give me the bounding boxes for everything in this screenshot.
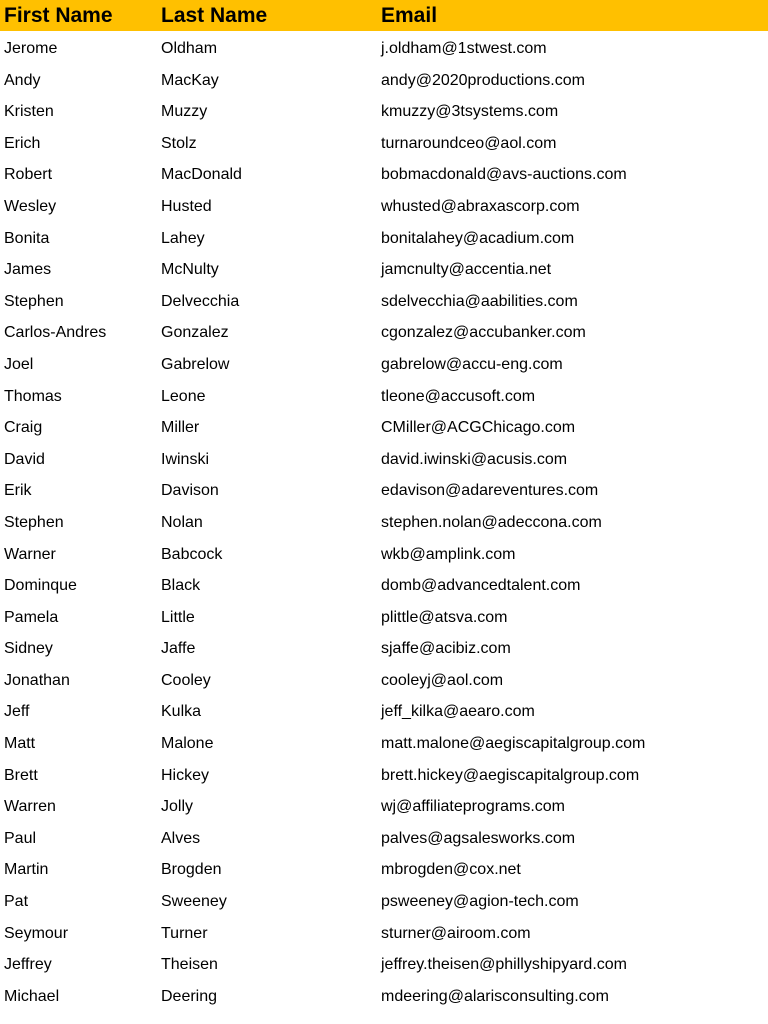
first-name-cell: Carlos-Andres xyxy=(4,324,107,342)
first-name-cell: David xyxy=(4,450,45,468)
table-row xyxy=(0,760,768,792)
last-name-cell: Sweeney xyxy=(161,893,227,911)
header-row xyxy=(0,0,768,31)
last-name-cell: Black xyxy=(161,577,201,595)
first-name-cell: Seymour xyxy=(4,924,69,942)
email-cell: palves@agsalesworks.com xyxy=(381,829,576,847)
first-name-cell: Thomas xyxy=(4,387,62,405)
last-name-cell: McNulty xyxy=(161,261,219,279)
table-row xyxy=(0,918,768,950)
first-name-cell: Stephen xyxy=(4,292,64,310)
first-name-cell: Warren xyxy=(4,798,56,816)
email-cell: whusted@abraxascorp.com xyxy=(381,197,580,215)
last-name-cell: Alves xyxy=(161,829,201,847)
email-cell: andy@2020productions.com xyxy=(381,71,585,89)
table-row xyxy=(0,854,768,886)
table-row xyxy=(0,475,768,507)
first-name-cell: Martin xyxy=(4,861,49,879)
last-name-cell: Husted xyxy=(161,197,212,215)
last-name-cell: Babcock xyxy=(161,545,223,563)
last-name-cell: Cooley xyxy=(161,671,211,689)
email-cell: kmuzzy@3tsystems.com xyxy=(381,103,559,121)
table-row xyxy=(0,381,768,413)
header-last-name: Last Name xyxy=(161,4,268,27)
last-name-cell: Davison xyxy=(161,482,219,500)
table-row xyxy=(0,286,768,318)
last-name-cell: MacDonald xyxy=(161,166,242,184)
table-row xyxy=(0,128,768,160)
first-name-cell: Erich xyxy=(4,134,41,152)
last-name-cell: Nolan xyxy=(161,513,203,531)
first-name-cell: Michael xyxy=(4,987,60,1005)
header-first-name: First Name xyxy=(4,4,113,27)
first-name-cell: Joel xyxy=(4,355,34,373)
table-row xyxy=(0,349,768,381)
first-name-cell: Pamela xyxy=(4,608,59,626)
table-row xyxy=(0,223,768,255)
first-name-cell: Sidney xyxy=(4,640,53,658)
first-name-cell: Jonathan xyxy=(4,671,70,689)
email-cell: j.oldham@1stwest.com xyxy=(381,40,547,57)
first-name-cell: Brett xyxy=(4,766,38,784)
first-name-cell: Pat xyxy=(4,893,29,911)
table-row xyxy=(0,254,768,286)
last-name-cell: Hickey xyxy=(161,766,210,784)
last-name-cell: Gabrelow xyxy=(161,355,230,373)
email-cell: mbrogden@cox.net xyxy=(381,861,521,879)
email-cell: jeffrey.theisen@phillyshipyard.com xyxy=(381,956,627,974)
table-row xyxy=(0,602,768,634)
email-cell: stephen.nolan@adeccona.com xyxy=(381,513,602,531)
email-cell: brett.hickey@aegiscapitalgroup.com xyxy=(381,766,640,784)
table-row xyxy=(0,823,768,855)
first-name-cell: Jeffrey xyxy=(4,956,52,974)
last-name-cell: Jaffe xyxy=(161,640,196,658)
first-name-cell: Paul xyxy=(4,829,37,847)
last-name-cell: Lahey xyxy=(161,229,205,247)
last-name-cell: Brogden xyxy=(161,861,222,879)
email-cell: gabrelow@accu-eng.com xyxy=(381,355,563,373)
table-row xyxy=(0,539,768,571)
first-name-cell: Stephen xyxy=(4,513,64,531)
first-name-cell: Robert xyxy=(4,166,53,184)
table-row xyxy=(0,696,768,728)
email-cell: jeff_kilka@aearo.com xyxy=(381,703,535,721)
email-cell: sdelvecchia@aabilities.com xyxy=(381,292,578,310)
table-row xyxy=(0,981,768,1013)
last-name-cell: Kulka xyxy=(161,703,202,721)
first-name-cell: Erik xyxy=(4,482,32,500)
email-cell: wj@affiliateprograms.com xyxy=(381,798,566,816)
first-name-cell: Kristen xyxy=(4,103,54,121)
last-name-cell: Gonzalez xyxy=(161,324,229,342)
table-row xyxy=(0,65,768,97)
table-row xyxy=(0,570,768,602)
last-name-cell: Malone xyxy=(161,735,214,753)
table-row xyxy=(0,633,768,665)
first-name-cell: Wesley xyxy=(4,197,57,215)
email-cell: edavison@adareventures.com xyxy=(381,482,599,500)
table-row xyxy=(0,949,768,981)
first-name-cell: Dominque xyxy=(4,577,77,595)
last-name-cell: MacKay xyxy=(161,71,219,89)
email-cell: david.iwinski@acusis.com xyxy=(381,450,568,468)
first-name-cell: Jerome xyxy=(4,40,58,57)
email-cell: matt.malone@aegiscapitalgroup.com xyxy=(381,735,646,753)
last-name-cell: Stolz xyxy=(161,134,197,152)
table-row xyxy=(0,444,768,476)
email-cell: cgonzalez@accubanker.com xyxy=(381,324,586,342)
first-name-cell: Bonita xyxy=(4,229,50,247)
table-row xyxy=(0,96,768,128)
last-name-cell: Jolly xyxy=(161,798,194,816)
first-name-cell: Jeff xyxy=(4,703,30,721)
table-row xyxy=(0,886,768,918)
table-row xyxy=(0,728,768,760)
contact-rows xyxy=(0,33,768,1012)
last-name-cell: Delvecchia xyxy=(161,292,240,310)
first-name-cell: James xyxy=(4,261,52,279)
email-cell: turnaroundceo@aol.com xyxy=(381,134,557,152)
first-name-cell: Matt xyxy=(4,735,36,753)
email-cell: jamcnulty@accentia.net xyxy=(381,261,552,279)
last-name-cell: Deering xyxy=(161,987,218,1005)
last-name-cell: Little xyxy=(161,608,195,626)
last-name-cell: Miller xyxy=(161,419,200,437)
header-email: Email xyxy=(381,4,438,27)
email-cell: CMiller@ACGChicago.com xyxy=(381,419,576,437)
last-name-cell: Turner xyxy=(161,924,208,942)
last-name-cell: Iwinski xyxy=(161,450,210,468)
email-cell: sturner@airoom.com xyxy=(381,924,531,942)
table-row xyxy=(0,159,768,191)
email-cell: sjaffe@acibiz.com xyxy=(381,640,511,658)
table-row xyxy=(0,507,768,539)
email-cell: wkb@amplink.com xyxy=(381,545,516,563)
first-name-cell: Craig xyxy=(4,419,43,437)
email-cell: bobmacdonald@avs-auctions.com xyxy=(381,166,627,184)
last-name-cell: Oldham xyxy=(161,40,218,57)
email-cell: domb@advancedtalent.com xyxy=(381,577,581,595)
email-cell: psweeney@agion-tech.com xyxy=(381,893,579,911)
last-name-cell: Leone xyxy=(161,387,206,405)
last-name-cell: Muzzy xyxy=(161,103,208,121)
first-name-cell: Andy xyxy=(4,71,41,89)
email-cell: tleone@accusoft.com xyxy=(381,387,536,405)
first-name-cell: Warner xyxy=(4,545,56,563)
table-row xyxy=(0,665,768,697)
last-name-cell: Theisen xyxy=(161,956,218,974)
table-row xyxy=(0,191,768,223)
table-row xyxy=(0,412,768,444)
email-cell: bonitalahey@acadium.com xyxy=(381,229,575,247)
email-cell: plittle@atsva.com xyxy=(381,608,508,626)
email-cell: cooleyj@aol.com xyxy=(381,671,504,689)
table-row xyxy=(0,317,768,349)
table-row xyxy=(0,791,768,823)
table-row xyxy=(0,33,768,65)
email-cell: mdeering@alarisconsulting.com xyxy=(381,987,609,1005)
